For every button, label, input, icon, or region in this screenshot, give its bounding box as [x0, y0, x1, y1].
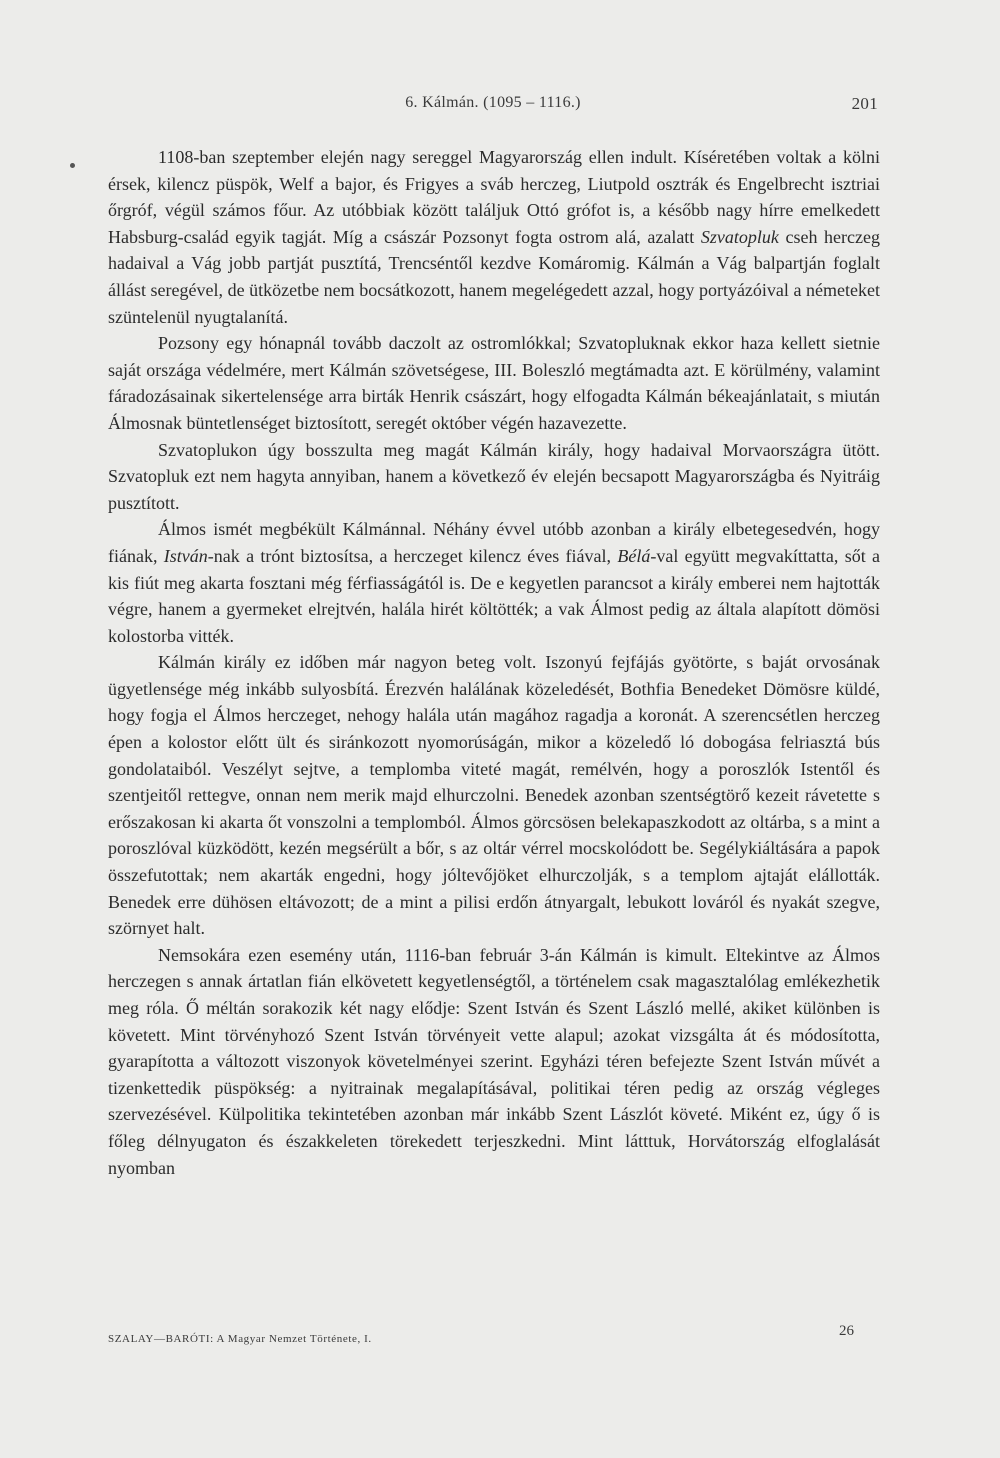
- paragraph: [108, 649, 880, 942]
- text-run: Pozsony egy hónapnál tovább daczolt az ostromlókkal; Szvatopluknak ekkor haza kellett sietnie saját országa védelmére, mert Kálmán szövetségese, III. Boleszló megtámadta azt. E körülmény, valamint fáradozásainak sikertelensége arra birták Henrik császárt, hogy elfogadta Kálmán békeajánlatait, s miután Álmosnak büntetlenséget biztosított, seregét október végén hazavezette.: [108, 333, 880, 433]
- running-head: [108, 94, 878, 118]
- text-run: Kálmán király ez időben már nagyon beteg volt. Iszonyú fejfájás gyötörte, s baját orvosának ügyetlensége még inkább sulyosbítá. Érezvén halálának közeledését, Bothfia Benedeket Dömösre küldé, hogy fogja el Álmos herczeget, nehogy halála után magához ragadja a koronát. A szerencsétlen herczeg épen a kolostor előtt ült és siránkozott nyomorúságán, mikor a közeledő ló dobogása felriasztá bús gondolataiból. Veszélyt sejtve, a templomba viteté magát, remélvén, hogy a poroszlók Istentől és szentjeitől rettegve, onnan nem merik majd elhurczolni. Benedek azonban szentségtörő kezeit rávetette s erőszakosan ki akarta őt vonszolni a templomból. Álmos görcsösen belekapaszkodott az oltárba, s a mint a poroszlóval küzködött, kezén megsérült a bőr, s az oltár vérrel mocskolódott be. Segélykiáltására a papok összefutottak; nem akarták engedni, hogy jóltevőjöket elhurczolják, s a templom ajtaját elállották. Benedek erre dühösen eltávozott; de a mint a pilisi erdőn átnyargalt, lebukott lováról és nyakát szegve, szörnyet halt.: [108, 652, 880, 939]
- italic-name: István: [163, 545, 208, 566]
- text-run: -nak a trónt biztosítsa, a herczeget kilencz éves fiával,: [207, 545, 618, 566]
- text-run: Álmos ismét megbékült Kálmánnal. Néhány évvel utóbb azonban a király elbetegesedvén, hogy fiának,: [108, 519, 880, 566]
- paragraph: [108, 516, 880, 649]
- page-number: 201: [851, 94, 878, 113]
- paragraph: [108, 942, 880, 1181]
- italic-name: Bélá: [617, 545, 651, 566]
- paragraph: [108, 437, 880, 517]
- page-footer: [108, 1323, 880, 1353]
- text-run: cseh herczeg hadaival a Vág jobb partját pusztítá, Trencséntől kezdve Komáromig. Kálmán a Vág balpartján foglalt állást seregével, de ütközetbe nem bocsátkozott, hanem megelégedett azzal, hogy portyázóival a németeket szüntelenül nyugtalanítá.: [108, 226, 880, 327]
- paragraph: [108, 144, 880, 330]
- text-run: Nemsokára ezen esemény után, 1116-ban február 3-án Kálmán is kimult. Eltekintve az Álmos herczegen s annak ártatlan fián elkövetett kegyetlenségtől, a történelem csak magasztalólag emlékezhetik meg róla. Ő méltán sorakozik két nagy elődje: Szent István és Szent László mellé, akiket különben is követett. Mint törvényhozó Szent István törvényeit vette alapul; azokat vizsgálta át és módosította, gyarapította a változott viszonyok követelményei szerint. Egyházi téren befejezte Szent István művét a tizenkettedik püspökség: a nyitrainak megalapításával, politikai téren pedig az ország végleges szervezésével. Külpolitika tekintetében azonban már inkább Szent Lászlót követé. Miként ez, úgy ő is főleg délnyugaton és északkeleten törekedett terjeszkedni. Mint látttuk, Horvátország elfoglalását nyomban: [108, 944, 880, 1178]
- text-run: 1108-ban szeptember elején nagy sereggel Magyarország ellen indult. Kíséretében voltak a kölni érsek, kilencz püspök, Welf a bajor, és Frigyes a sváb herczeg, Liutpold osztrák és Engelbrecht isztriai őrgróf, végül számos főur. Az utóbbiak között találjuk Ottó grófot is, a később nagy hírre emelkedett Habsburg-család egyik tagját. Míg a császár Pozsonyt fogta ostrom alá, azalatt: [108, 147, 880, 247]
- italic-name: Szvatopluk: [700, 226, 779, 247]
- running-head-title: 6. Kálmán. (1095 – 1116.): [405, 94, 581, 111]
- body-text: [108, 144, 880, 1181]
- sheet-number: 26: [839, 1323, 854, 1339]
- paragraph: [108, 330, 880, 436]
- printer-signature: SZALAY—BARÓTI: A Magyar Nemzet Története, I.: [108, 1333, 372, 1345]
- text-run: Szvatoplukon úgy bosszulta meg magát Kálmán király, hogy hadaival Morvaországra ütött. Szvatopluk ezt nem hagyta annyiban, hanem a következő év elején becsapott Magyarországba és Nyitráig pusztított.: [108, 439, 880, 513]
- margin-dot: [70, 163, 75, 168]
- text-run: -val együtt megvakíttatta, sőt a kis fiút meg akarta fosztani még férfiasságától is. De e kegyetlen parancsot a király emberei nem hajtották végre, hanem a gyermeket elrejtvén, halála hirét költötték; a vak Álmost pedig az általa alapított dömösi kolostorba vitték.: [108, 545, 880, 646]
